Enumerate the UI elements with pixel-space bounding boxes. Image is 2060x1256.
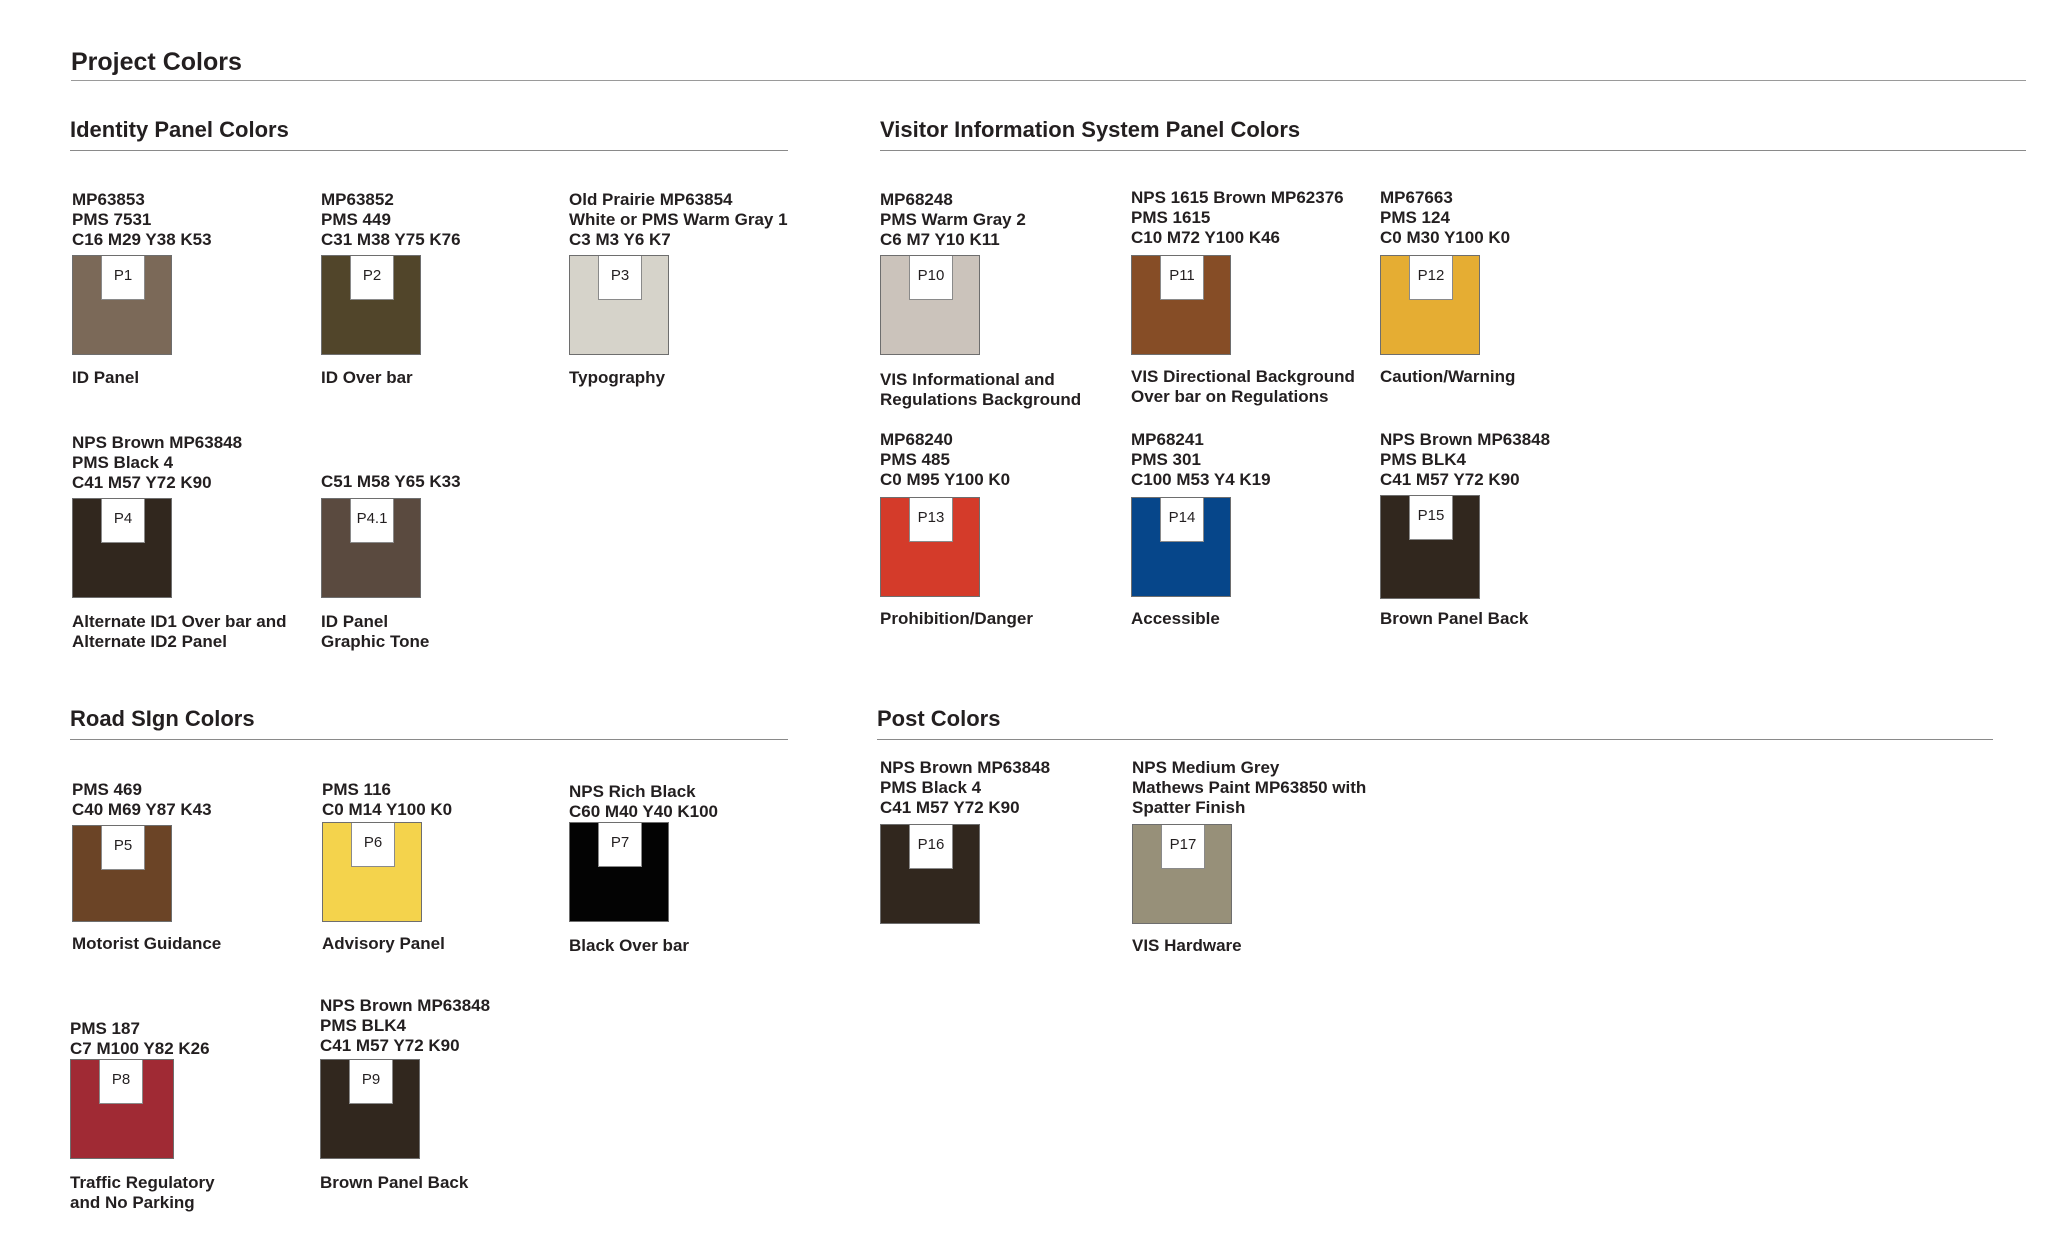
swatch-p3 — [569, 190, 809, 387]
swatch-usage: VIS Informational and Regulations Background — [880, 370, 1082, 409]
swatch-usage: Caution/Warning — [1380, 367, 1516, 386]
swatch-spec: NPS Brown MP63848 PMS BLK4 C41 M57 Y72 K90 — [320, 996, 491, 1055]
color-chip — [1380, 495, 1480, 599]
page-title: Project Colors — [71, 48, 242, 76]
color-chip — [321, 255, 421, 355]
color-chip — [321, 498, 421, 598]
color-chip — [72, 255, 172, 355]
swatch-spec: MP68240 PMS 485 C0 M95 Y100 K0 — [880, 430, 1011, 489]
swatch-spec: MP68241 PMS 301 C100 M53 Y4 K19 — [1131, 430, 1271, 489]
swatch-usage: Advisory Panel — [322, 934, 445, 953]
color-chip — [880, 824, 980, 924]
section-rule-vis — [880, 150, 2026, 151]
section-title-vis: Visitor Information System Panel Colors — [880, 117, 1301, 142]
swatch-p12 — [1380, 188, 1640, 386]
swatch-usage: Brown Panel Back — [1380, 609, 1529, 628]
swatch-code: P12 — [1409, 256, 1453, 300]
swatch-spec: MP68248 PMS Warm Gray 2 C6 M7 Y10 K11 — [880, 190, 1026, 249]
swatch-p7 — [569, 782, 829, 955]
swatch-code: P4.1 — [350, 499, 394, 543]
swatch-p14 — [1131, 430, 1391, 628]
color-chip — [72, 498, 172, 598]
swatch-p17 — [1132, 758, 1432, 955]
color-chip — [569, 822, 669, 922]
swatch-p8 — [70, 1019, 330, 1212]
swatch-p16 — [880, 758, 1140, 853]
swatch-code: P6 — [351, 823, 395, 867]
section-rule-post — [877, 739, 1993, 740]
color-chip — [320, 1059, 420, 1159]
color-chip — [1132, 824, 1232, 924]
swatch-spec: NPS Medium Grey Mathews Paint MP63850 with Spatter Finish — [1132, 758, 1367, 817]
swatch-usage: ID Panel — [72, 368, 140, 387]
section-title-road: Road SIgn Colors — [70, 706, 255, 731]
swatch-spec: NPS 1615 Brown MP62376 PMS 1615 C10 M72 Y100 K46 — [1131, 188, 1344, 247]
color-chip — [70, 1059, 174, 1159]
swatch-code: P8 — [99, 1060, 143, 1104]
swatch-code: P17 — [1161, 825, 1205, 869]
color-chip — [1131, 255, 1231, 355]
swatch-usage: VIS Directional Background Over bar on Regulations — [1131, 367, 1355, 406]
swatch-p4-1 — [321, 472, 581, 651]
swatch-p2 — [321, 190, 581, 387]
color-chip — [880, 255, 980, 355]
swatch-code: P2 — [350, 256, 394, 300]
swatch-usage: Brown Panel Back — [320, 1173, 469, 1192]
swatch-spec: C51 M58 Y65 K33 — [321, 472, 461, 491]
swatch-code: P5 — [101, 826, 145, 870]
swatch-p6 — [322, 780, 582, 953]
swatch-spec: PMS 116 C0 M14 Y100 K0 — [322, 780, 453, 819]
swatch-usage: Alternate ID1 Over bar and Alternate ID2 Panel — [72, 612, 287, 651]
swatch-p5 — [72, 780, 332, 953]
swatch-spec: NPS Brown MP63848 PMS BLK4 C41 M57 Y72 K90 — [1380, 430, 1551, 489]
swatch-usage: Typography — [569, 368, 666, 387]
swatch-usage: Prohibition/Danger — [880, 609, 1033, 628]
swatch-usage: Motorist Guidance — [72, 934, 222, 953]
swatch-usage: ID Over bar — [321, 368, 413, 387]
swatch-usage: Black Over bar — [569, 936, 690, 955]
swatch-code: P7 — [598, 823, 642, 867]
color-chip — [569, 255, 669, 355]
swatch-code: P13 — [909, 498, 953, 542]
swatch-code: P9 — [349, 1060, 393, 1104]
swatch-spec: NPS Brown MP63848 PMS Black 4 C41 M57 Y72 K90 — [72, 433, 243, 492]
color-chip — [880, 497, 980, 597]
swatch-usage: Accessible — [1131, 609, 1220, 628]
swatch-code: P15 — [1409, 496, 1453, 540]
swatch-spec: PMS 469 C40 M69 Y87 K43 — [72, 780, 212, 819]
swatch-spec: MP67663 PMS 124 C0 M30 Y100 K0 — [1380, 188, 1511, 247]
swatch-code: P16 — [909, 825, 953, 869]
swatch-code: P11 — [1160, 256, 1204, 300]
swatch-p13 — [880, 430, 1140, 628]
color-chip — [322, 822, 422, 922]
swatch-spec: MP63852 PMS 449 C31 M38 Y75 K76 — [321, 190, 461, 249]
section-title-identity: Identity Panel Colors — [70, 117, 289, 142]
color-chip — [1131, 497, 1231, 597]
swatch-spec: NPS Brown MP63848 PMS Black 4 C41 M57 Y72 K90 — [880, 758, 1051, 817]
color-chip — [1380, 255, 1480, 355]
section-rule-road — [70, 739, 788, 740]
swatch-spec: NPS Rich Black C60 M40 Y40 K100 — [569, 782, 719, 821]
swatch-spec: MP63853 PMS 7531 C16 M29 Y38 K53 — [72, 190, 212, 249]
swatch-p15 — [1380, 430, 1640, 628]
section-rule-identity — [70, 150, 788, 151]
swatch-spec: PMS 187 C7 M100 Y82 K26 — [70, 1019, 210, 1058]
section-title-post: Post Colors — [877, 706, 1001, 731]
swatch-usage: ID Panel Graphic Tone — [321, 612, 430, 651]
swatch-spec: Old Prairie MP63854 White or PMS Warm Gray 1 C3 M3 Y6 K7 — [569, 190, 788, 249]
swatch-code: P3 — [598, 256, 642, 300]
swatch-usage: Traffic Regulatory and No Parking — [70, 1173, 215, 1212]
swatch-p10 — [880, 190, 1140, 409]
swatch-code: P10 — [909, 256, 953, 300]
swatch-p1 — [72, 190, 332, 387]
swatch-usage: VIS Hardware — [1132, 936, 1242, 955]
page-title-rule — [71, 80, 2026, 81]
swatch-code: P14 — [1160, 498, 1204, 542]
swatch-p4 — [72, 433, 332, 651]
swatch-p9 — [320, 996, 580, 1192]
swatch-code: P1 — [101, 256, 145, 300]
swatch-p11 — [1131, 188, 1391, 406]
swatch-code: P4 — [101, 499, 145, 543]
color-chip — [72, 825, 172, 922]
